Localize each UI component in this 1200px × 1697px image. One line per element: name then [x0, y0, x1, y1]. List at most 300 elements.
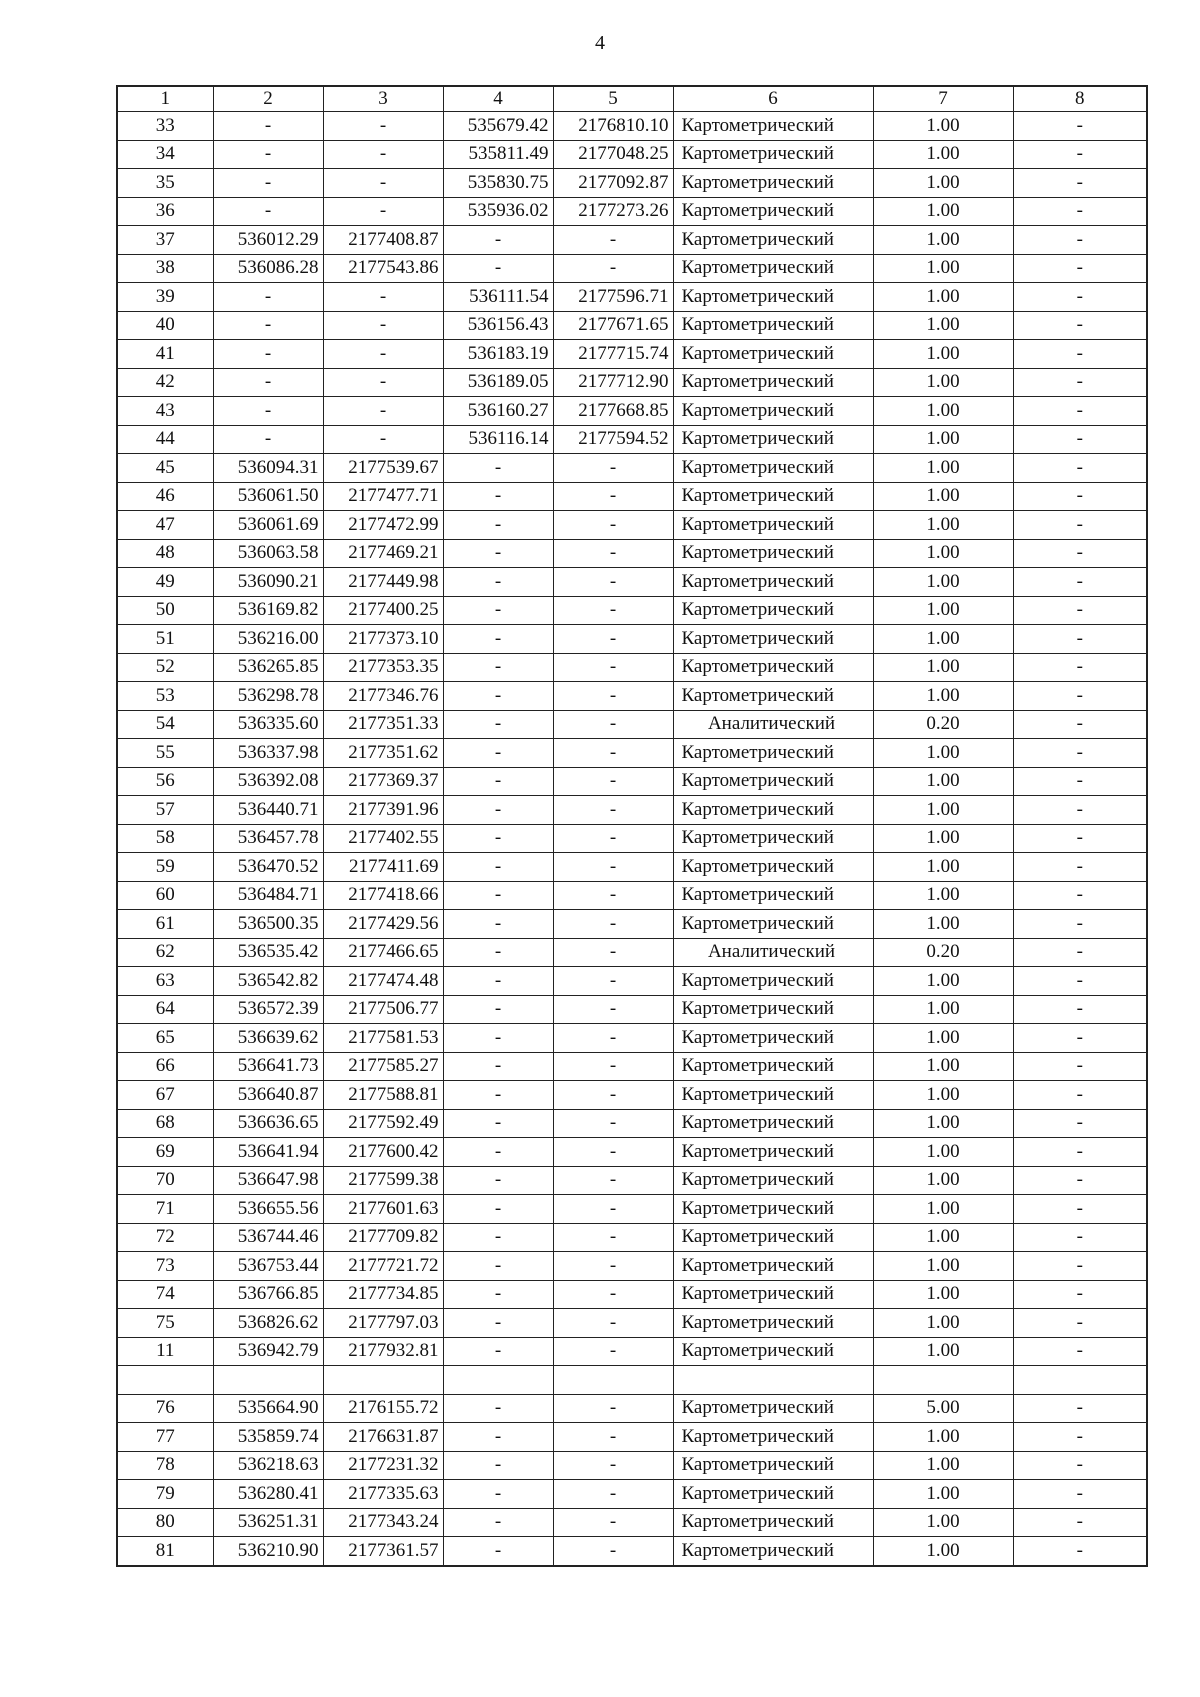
table-cell: Картометрический: [673, 511, 873, 540]
table-cell: 2177585.27: [323, 1052, 443, 1081]
table-cell: Картометрический: [673, 995, 873, 1024]
table-cell: 2177594.52: [553, 425, 673, 454]
table-cell: 536641.73: [213, 1052, 323, 1081]
table-row: [117, 140, 1147, 169]
table-cell: 62: [117, 938, 213, 967]
table-cell: -: [1013, 425, 1147, 454]
table-cell: -: [443, 1138, 553, 1167]
table-cell: 54: [117, 710, 213, 739]
table-cell: 42: [117, 368, 213, 397]
table-cell: -: [1013, 112, 1147, 141]
table-cell: 44: [117, 425, 213, 454]
table-cell: -: [213, 340, 323, 369]
table-cell: 65: [117, 1024, 213, 1053]
table-cell: 536111.54: [443, 283, 553, 312]
table-cell: 70: [117, 1166, 213, 1195]
table-cell: 51: [117, 625, 213, 654]
table-cell: -: [1013, 853, 1147, 882]
table-cell: -: [1013, 1052, 1147, 1081]
table-cell: -: [323, 340, 443, 369]
table-cell: 536116.14: [443, 425, 553, 454]
table-cell: -: [1013, 767, 1147, 796]
column-header: 4: [443, 86, 553, 112]
table-cell: 536484.71: [213, 881, 323, 910]
table-cell: -: [553, 482, 673, 511]
table-row: [117, 1280, 1147, 1309]
table-cell: 536572.39: [213, 995, 323, 1024]
table-cell: -: [1013, 824, 1147, 853]
table-cell: Картометрический: [673, 1109, 873, 1138]
table-cell: -: [553, 1451, 673, 1480]
table-cell: 536744.46: [213, 1223, 323, 1252]
table-cell: -: [1013, 169, 1147, 198]
table-cell: Картометрический: [673, 1195, 873, 1224]
table-cell: 36: [117, 197, 213, 226]
table-cell: -: [1013, 682, 1147, 711]
table-cell: 1.00: [873, 1052, 1013, 1081]
table-cell: 535679.42: [443, 112, 553, 141]
table-cell: 33: [117, 112, 213, 141]
table-cell: 2177709.82: [323, 1223, 443, 1252]
table-cell: -: [1013, 1024, 1147, 1053]
table-cell: 2177539.67: [323, 454, 443, 483]
table-cell: 1.00: [873, 1337, 1013, 1366]
table-cell: 47: [117, 511, 213, 540]
table-cell: -: [443, 1537, 553, 1566]
table-cell: 536251.31: [213, 1508, 323, 1537]
table-row: [117, 169, 1147, 198]
table-row: [117, 995, 1147, 1024]
table-cell: 536280.41: [213, 1480, 323, 1509]
table-cell: -: [323, 169, 443, 198]
table-cell: -: [1013, 454, 1147, 483]
table-cell: -: [1013, 710, 1147, 739]
table-cell: -: [443, 1480, 553, 1509]
table-cell: Картометрический: [673, 653, 873, 682]
table-cell: -: [553, 454, 673, 483]
table-row: [117, 1309, 1147, 1338]
table-cell: -: [1013, 1394, 1147, 1423]
table-cell: 536335.60: [213, 710, 323, 739]
table-row: [117, 967, 1147, 996]
table-row: [117, 824, 1147, 853]
table-cell: -: [443, 254, 553, 283]
table-cell: 1.00: [873, 625, 1013, 654]
table-cell: -: [443, 1394, 553, 1423]
table-cell: 49: [117, 568, 213, 597]
table-cell: 64: [117, 995, 213, 1024]
table-cell: -: [443, 739, 553, 768]
table-cell: 2177092.87: [553, 169, 673, 198]
table-cell: 2177429.56: [323, 910, 443, 939]
table-row: [117, 881, 1147, 910]
table-row: [117, 1537, 1147, 1566]
table-cell: 1.00: [873, 1280, 1013, 1309]
table-cell: -: [1013, 596, 1147, 625]
table-cell: -: [553, 1024, 673, 1053]
table-row: [117, 1024, 1147, 1053]
table-cell: Аналитический: [673, 710, 873, 739]
column-header: 2: [213, 86, 323, 112]
table-cell: Картометрический: [673, 197, 873, 226]
table-cell: 2177351.33: [323, 710, 443, 739]
table-cell: -: [443, 881, 553, 910]
table-cell: 536470.52: [213, 853, 323, 882]
table-cell: -: [323, 140, 443, 169]
table-cell: 535859.74: [213, 1423, 323, 1452]
table-cell: Картометрический: [673, 796, 873, 825]
table-row: [117, 511, 1147, 540]
table-cell: 2177715.74: [553, 340, 673, 369]
table-cell: -: [443, 1109, 553, 1138]
table-cell: 1.00: [873, 140, 1013, 169]
table-cell: 45: [117, 454, 213, 483]
table-cell: -: [1013, 340, 1147, 369]
table-cell: 1.00: [873, 995, 1013, 1024]
table-cell: 2177588.81: [323, 1081, 443, 1110]
table-row: [117, 1394, 1147, 1423]
table-cell: 48: [117, 539, 213, 568]
table-cell: 1.00: [873, 311, 1013, 340]
table-row: [117, 1138, 1147, 1167]
table-cell: -: [553, 226, 673, 255]
table-cell: 1.00: [873, 1508, 1013, 1537]
table-cell: -: [1013, 568, 1147, 597]
table-cell: -: [213, 169, 323, 198]
table-cell: 75: [117, 1309, 213, 1338]
table-cell: -: [1013, 1166, 1147, 1195]
table-cell: Картометрический: [673, 1081, 873, 1110]
table-cell: 2177353.35: [323, 653, 443, 682]
table-cell: -: [443, 1337, 553, 1366]
table-cell: 2177721.72: [323, 1252, 443, 1281]
table-cell: -: [443, 967, 553, 996]
table-cell: 1.00: [873, 881, 1013, 910]
table-cell: -: [443, 625, 553, 654]
table-row: [117, 425, 1147, 454]
table-cell: -: [443, 482, 553, 511]
table-row: [117, 1166, 1147, 1195]
table-header-row: [117, 86, 1147, 112]
table-cell: -: [323, 112, 443, 141]
table-cell: Картометрический: [673, 910, 873, 939]
table-cell: -: [323, 283, 443, 312]
table-cell: -: [213, 397, 323, 426]
table-cell: -: [1013, 1309, 1147, 1338]
table-cell: -: [553, 1166, 673, 1195]
table-cell: 536012.29: [213, 226, 323, 255]
table-row: [117, 682, 1147, 711]
table-cell: 76: [117, 1394, 213, 1423]
table-cell: 77: [117, 1423, 213, 1452]
table-cell: Картометрический: [673, 967, 873, 996]
column-header: 8: [1013, 86, 1147, 112]
table-cell: -: [1013, 197, 1147, 226]
table-cell: -: [553, 824, 673, 853]
table-cell: 2177506.77: [323, 995, 443, 1024]
table-cell: [1013, 1366, 1147, 1395]
table-cell: 0.20: [873, 710, 1013, 739]
table-cell: [213, 1366, 323, 1395]
table-cell: 68: [117, 1109, 213, 1138]
table-cell: -: [443, 1223, 553, 1252]
table-cell: -: [443, 454, 553, 483]
table-cell: 2177048.25: [553, 140, 673, 169]
table-cell: 52: [117, 653, 213, 682]
table-cell: -: [443, 1451, 553, 1480]
table-cell: 1.00: [873, 511, 1013, 540]
column-header: 5: [553, 86, 673, 112]
table-cell: 55: [117, 739, 213, 768]
table-row: [117, 1109, 1147, 1138]
table-row: [117, 1508, 1147, 1537]
table-cell: 67: [117, 1081, 213, 1110]
table-cell: 2177369.37: [323, 767, 443, 796]
table-cell: 81: [117, 1537, 213, 1566]
table-cell: -: [443, 1195, 553, 1224]
table-cell: 536639.62: [213, 1024, 323, 1053]
table-cell: -: [553, 1138, 673, 1167]
table-cell: -: [1013, 283, 1147, 312]
table-cell: -: [553, 1394, 673, 1423]
table-cell: -: [323, 368, 443, 397]
table-cell: 41: [117, 340, 213, 369]
table-cell: 1.00: [873, 1166, 1013, 1195]
table-cell: [117, 1366, 213, 1395]
table-cell: -: [553, 653, 673, 682]
table-cell: 2176155.72: [323, 1394, 443, 1423]
table-cell: 2177469.21: [323, 539, 443, 568]
table-cell: -: [443, 1052, 553, 1081]
table-cell: Картометрический: [673, 824, 873, 853]
table-cell: 536160.27: [443, 397, 553, 426]
table-cell: 536826.62: [213, 1309, 323, 1338]
table-cell: -: [443, 710, 553, 739]
table-cell: 536298.78: [213, 682, 323, 711]
table-row: [117, 368, 1147, 397]
table-cell: 2177391.96: [323, 796, 443, 825]
table-cell: 56: [117, 767, 213, 796]
table-cell: -: [553, 910, 673, 939]
table-cell: -: [553, 568, 673, 597]
table-cell: 536090.21: [213, 568, 323, 597]
table-cell: 536942.79: [213, 1337, 323, 1366]
table-cell: 536216.00: [213, 625, 323, 654]
table-cell: Картометрический: [673, 1537, 873, 1566]
table-cell: 2177797.03: [323, 1309, 443, 1338]
table-row: [117, 1252, 1147, 1281]
table-cell: 536535.42: [213, 938, 323, 967]
table-cell: -: [553, 511, 673, 540]
table-cell: -: [553, 1423, 673, 1452]
table-cell: -: [1013, 311, 1147, 340]
table-cell: Картометрический: [673, 454, 873, 483]
table-row: [117, 1195, 1147, 1224]
table-cell: 72: [117, 1223, 213, 1252]
table-cell: 1.00: [873, 169, 1013, 198]
table-cell: 2177671.65: [553, 311, 673, 340]
table-cell: 57: [117, 796, 213, 825]
table-cell: 1.00: [873, 1537, 1013, 1566]
table-cell: Картометрический: [673, 568, 873, 597]
table-cell: 35: [117, 169, 213, 198]
table-cell: Картометрический: [673, 1423, 873, 1452]
table-row: [117, 1223, 1147, 1252]
table-cell: Картометрический: [673, 1138, 873, 1167]
table-cell: 1.00: [873, 1024, 1013, 1053]
table-cell: -: [1013, 910, 1147, 939]
table-cell: 536156.43: [443, 311, 553, 340]
table-cell: 58: [117, 824, 213, 853]
table-cell: 2177543.86: [323, 254, 443, 283]
table-cell: 536766.85: [213, 1280, 323, 1309]
table-cell: 1.00: [873, 910, 1013, 939]
table-cell: -: [443, 682, 553, 711]
table-cell: 60: [117, 881, 213, 910]
table-row: [117, 539, 1147, 568]
table-cell: -: [1013, 739, 1147, 768]
column-header: 6: [673, 86, 873, 112]
table-row: [117, 340, 1147, 369]
table-cell: 1.00: [873, 1451, 1013, 1480]
table-cell: -: [443, 1252, 553, 1281]
table-cell: -: [553, 1223, 673, 1252]
table-cell: -: [553, 1480, 673, 1509]
table-cell: -: [553, 710, 673, 739]
table-cell: -: [1013, 1252, 1147, 1281]
table-row: [117, 226, 1147, 255]
table-cell: Аналитический: [673, 938, 873, 967]
table-cell: -: [553, 1508, 673, 1537]
table-cell: 1.00: [873, 1252, 1013, 1281]
table-cell: -: [553, 1309, 673, 1338]
table-cell: 2177449.98: [323, 568, 443, 597]
table-cell: -: [1013, 511, 1147, 540]
table-cell: -: [443, 853, 553, 882]
table-cell: 1.00: [873, 1195, 1013, 1224]
table-cell: -: [213, 197, 323, 226]
table-cell: 1.00: [873, 425, 1013, 454]
table-cell: 61: [117, 910, 213, 939]
table-row: [117, 1337, 1147, 1366]
table-cell: -: [1013, 1451, 1147, 1480]
table-cell: 1.00: [873, 1480, 1013, 1509]
table-cell: -: [553, 1337, 673, 1366]
table-cell: [443, 1366, 553, 1395]
table-cell: Картометрический: [673, 625, 873, 654]
table-cell: 1.00: [873, 853, 1013, 882]
table-cell: 0.20: [873, 938, 1013, 967]
table-cell: 1.00: [873, 796, 1013, 825]
table-cell: Картометрический: [673, 368, 873, 397]
table-cell: 536337.98: [213, 739, 323, 768]
table-cell: 40: [117, 311, 213, 340]
table-cell: Картометрический: [673, 482, 873, 511]
table-cell: 1.00: [873, 767, 1013, 796]
table-cell: 1.00: [873, 568, 1013, 597]
coordinates-table: [116, 85, 1148, 1567]
table-cell: 2177351.62: [323, 739, 443, 768]
table-cell: -: [1013, 1081, 1147, 1110]
table-cell: -: [443, 568, 553, 597]
table-cell: 2177373.10: [323, 625, 443, 654]
table-cell: Картометрический: [673, 1337, 873, 1366]
table-cell: -: [443, 938, 553, 967]
table-row: [117, 397, 1147, 426]
table-cell: -: [213, 112, 323, 141]
table-cell: -: [443, 767, 553, 796]
table-cell: [673, 1366, 873, 1395]
table-cell: -: [553, 1195, 673, 1224]
table-cell: 1.00: [873, 739, 1013, 768]
table-cell: 535830.75: [443, 169, 553, 198]
table-cell: 73: [117, 1252, 213, 1281]
table-cell: 34: [117, 140, 213, 169]
table-cell: 536542.82: [213, 967, 323, 996]
table-cell: Картометрический: [673, 283, 873, 312]
table-cell: 536169.82: [213, 596, 323, 625]
table-cell: 2177231.32: [323, 1451, 443, 1480]
table-cell: Картометрический: [673, 1508, 873, 1537]
table-cell: 1.00: [873, 596, 1013, 625]
table-row: [117, 910, 1147, 939]
table-cell: Картометрический: [673, 254, 873, 283]
table-row: [117, 1081, 1147, 1110]
table-cell: 1.00: [873, 824, 1013, 853]
table-cell: -: [1013, 653, 1147, 682]
table-cell: Картометрический: [673, 1480, 873, 1509]
table-cell: Картометрический: [673, 1451, 873, 1480]
column-header: 1: [117, 86, 213, 112]
table-row: [117, 568, 1147, 597]
table-cell: Картометрический: [673, 140, 873, 169]
table-cell: -: [553, 596, 673, 625]
table-cell: 2177592.49: [323, 1109, 443, 1138]
table-cell: -: [1013, 796, 1147, 825]
table-cell: Картометрический: [673, 881, 873, 910]
table-cell: 63: [117, 967, 213, 996]
table-row: [117, 1052, 1147, 1081]
table-cell: -: [323, 397, 443, 426]
table-cell: -: [213, 140, 323, 169]
table-cell: 536753.44: [213, 1252, 323, 1281]
table-cell: Картометрический: [673, 1166, 873, 1195]
table-cell: Картометрический: [673, 340, 873, 369]
table-cell: 536640.87: [213, 1081, 323, 1110]
table-cell: -: [553, 853, 673, 882]
table-cell: 535811.49: [443, 140, 553, 169]
table-cell: -: [553, 881, 673, 910]
table-cell: -: [1013, 140, 1147, 169]
table-cell: -: [553, 1252, 673, 1281]
table-row: [117, 197, 1147, 226]
table-cell: 2177402.55: [323, 824, 443, 853]
table-cell: 2177472.99: [323, 511, 443, 540]
table-cell: 536061.69: [213, 511, 323, 540]
table-cell: -: [1013, 1423, 1147, 1452]
table-cell: -: [1013, 1223, 1147, 1252]
table-cell: -: [323, 425, 443, 454]
table-cell: 1.00: [873, 1309, 1013, 1338]
table-cell: 1.00: [873, 197, 1013, 226]
table-cell: 43: [117, 397, 213, 426]
table-cell: 2177596.71: [553, 283, 673, 312]
table-cell: 2177273.26: [553, 197, 673, 226]
table-cell: 1.00: [873, 682, 1013, 711]
table-cell: 1.00: [873, 226, 1013, 255]
table-cell: 1.00: [873, 1423, 1013, 1452]
table-cell: -: [213, 283, 323, 312]
